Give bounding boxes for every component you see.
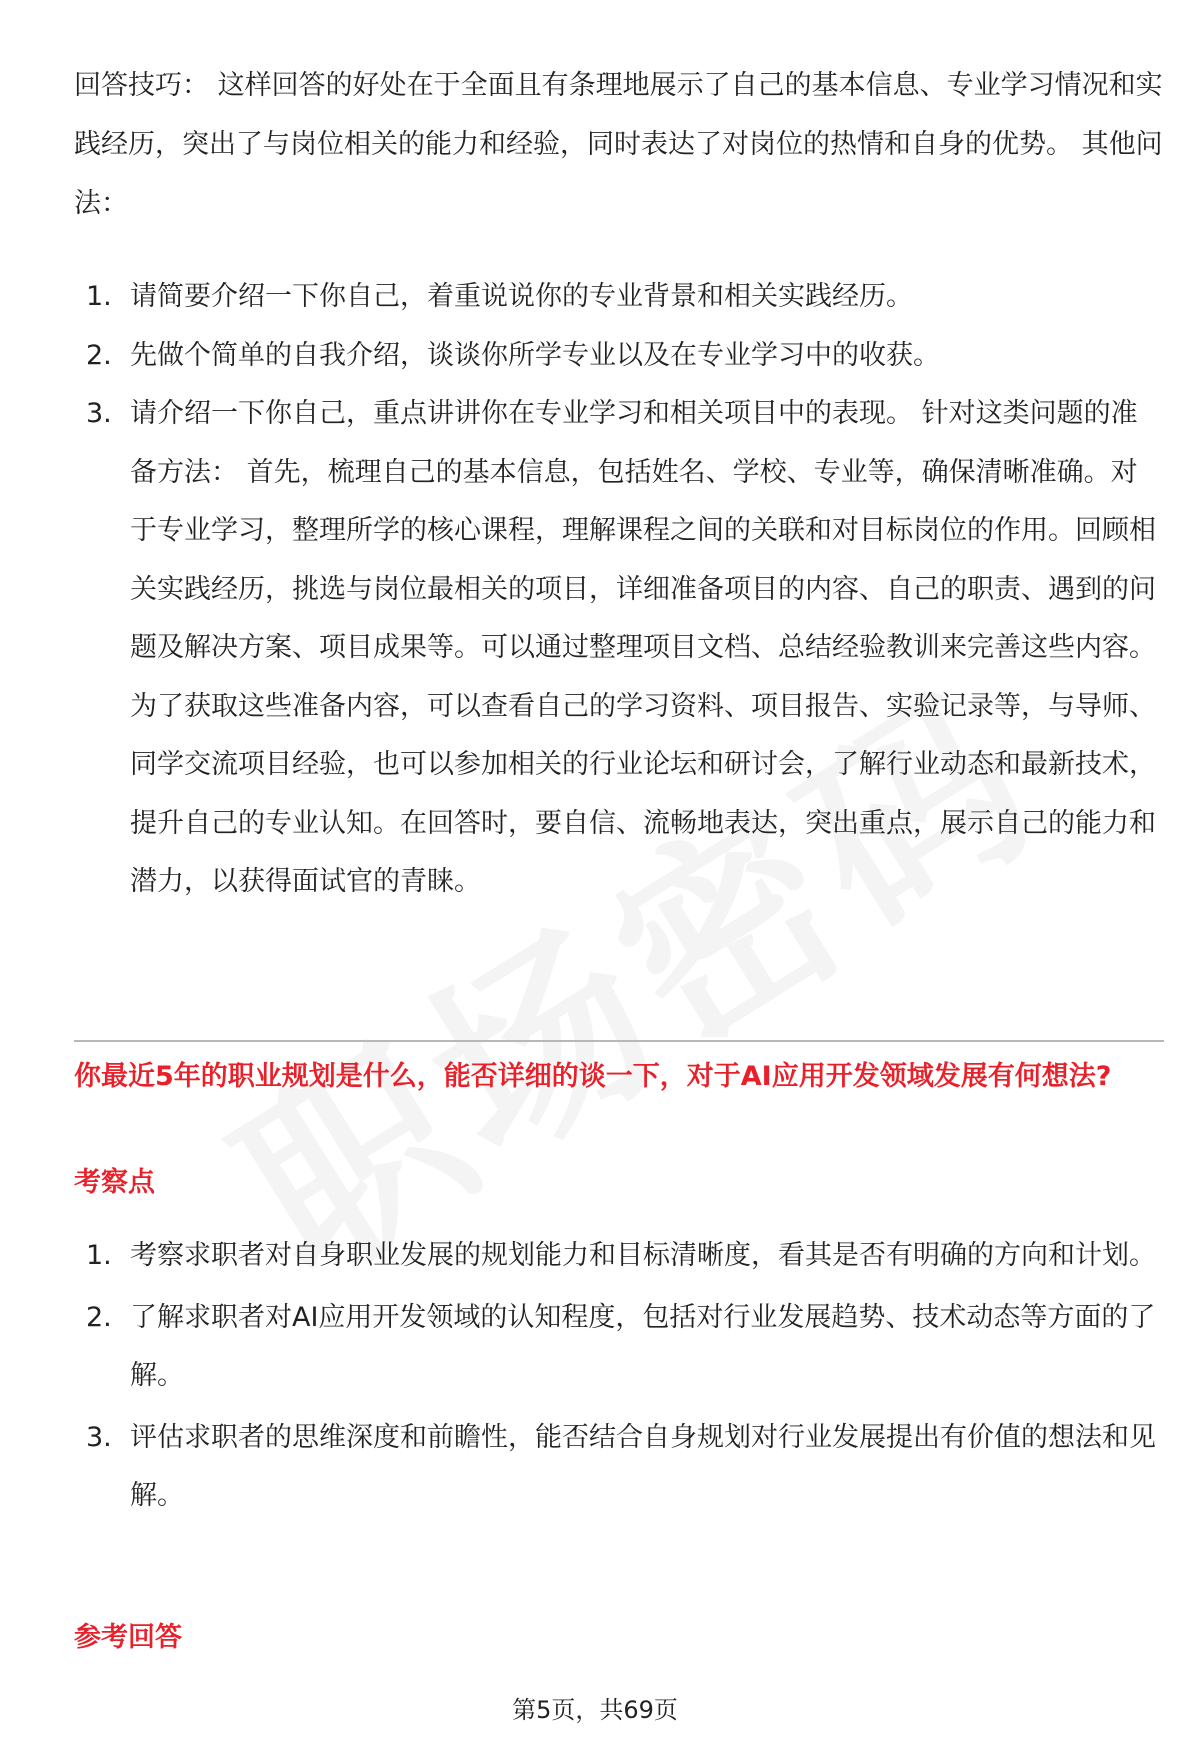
list-item-text: 请简要介绍一下你自己，着重说说你的专业背景和相关实践经历。 (130, 281, 913, 312)
list-number: 3. (86, 1421, 112, 1453)
list-item-text: 评估求职者的思维深度和前瞻性，能否结合自身规划对行业发展提出有价值的想法和见解。 (130, 1421, 1156, 1511)
list-item (74, 1409, 1164, 1526)
interview-question: 你最近5年的职业规划是什么，能否详细的谈一下，对于AI应用开发领域发展有何想法? (74, 1061, 1112, 1092)
page-number: 第5页，共69页 (512, 1696, 678, 1724)
list-item-text: 了解求职者对AI应用开发领域的认知程度，包括对行业发展趋势、技术动态等方面的了解。 (130, 1301, 1156, 1391)
list-item-text: 先做个简单的自我介绍，谈谈你所学专业以及在专业学习中的收获。 (130, 339, 940, 371)
answer-tips-paragraph: 回答技巧： 这样回答的好处在于全面且有条理地展示了自己的基本信息、专业学习情况和实践经历，突出了与岗位相关的能力和经验，同时表达了对岗位的热情和自身的优势。 其他问法： (74, 70, 1163, 219)
reference-answer-heading: 参考回答 (74, 1622, 182, 1653)
list-number: 3. (86, 398, 112, 429)
assessment-heading: 考察点 (74, 1167, 155, 1198)
section-divider (74, 1040, 1164, 1042)
other-questions-list (74, 268, 1164, 912)
list-number: 1. (86, 1240, 112, 1271)
list-item (74, 327, 1164, 386)
list-item (74, 1289, 1164, 1406)
list-item-text: 考察求职者对自身职业发展的规划能力和目标清晰度，看其是否有明确的方向和计划。 (130, 1240, 1156, 1271)
list-item (74, 385, 1164, 912)
list-item-text: 请介绍一下你自己，重点讲讲你在专业学习和相关项目中的表现。 针对这类问题的准备方法： 首先，梳理自己的基本信息，包括姓名、学校、专业等，确保清晰准确。对于专业学习，整理所学的核心课程，理解课程之间的关联和对目标岗位的作用。回顾相关实践经历，挑选与岗位最相关的项目，详细准备项目的内容、自己的职责、遇到的问题及解决方案、项目成果等。可以通过整理项目文档、总结经验教训来完善这些内容。 为了获取这些准备内容，可以查看自己的学习资料、项目报告、实验记录等，与导师、同学交流项目经验，也可以参加相关的行业论坛和研讨会，了解行业动态和最新技术，提升自己的专业认知。在回答时，要自信、流畅地表达，突出重点，展示自己的能力和潜力，以获得面试官的青睐。 (130, 398, 1156, 897)
list-item (74, 1227, 1164, 1286)
list-number: 2. (86, 339, 112, 371)
list-number: 1. (86, 281, 112, 312)
list-number: 2. (86, 1301, 112, 1333)
list-item (74, 268, 1164, 327)
assessment-list (74, 1227, 1164, 1529)
